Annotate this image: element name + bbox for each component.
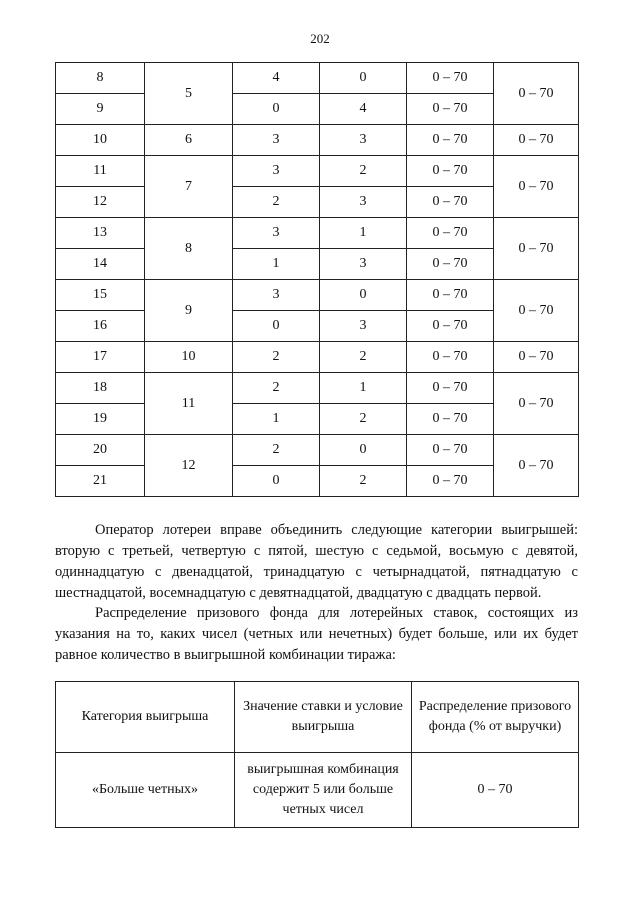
cell-value-b: 2: [320, 404, 407, 435]
cell-range: 0 – 70: [407, 94, 494, 125]
cell-total: 0 – 70: [494, 125, 579, 156]
cell-range: 0 – 70: [407, 125, 494, 156]
cell-distribution: 0 – 70: [412, 753, 579, 828]
cell-value-b: 1: [320, 373, 407, 404]
cell-total: 0 – 70: [494, 156, 579, 218]
cell-condition: выигрышная комбинация содержит 5 или больше четных чисел: [235, 753, 412, 828]
cell-value-b: 2: [320, 156, 407, 187]
cell-group: 9: [145, 280, 233, 342]
cell-number: 8: [56, 63, 145, 94]
paragraph-prize-text: Распределение призового фонда для лотерейных ставок, состоящих из указания на то, каких чисел (четных или нечетных) будет больше, или их будет равное количество в выигрышной комбинации тиража:: [55, 605, 578, 663]
cell-value-b: 1: [320, 218, 407, 249]
cell-value-a: 3: [233, 125, 320, 156]
cell-range: 0 – 70: [407, 63, 494, 94]
cell-range: 0 – 70: [407, 218, 494, 249]
cell-value-a: 2: [233, 187, 320, 218]
cell-group: 5: [145, 63, 233, 125]
cell-value-b: 4: [320, 94, 407, 125]
cell-value-b: 0: [320, 63, 407, 94]
table-row: [56, 342, 579, 373]
cell-number: 19: [56, 404, 145, 435]
table-row: [56, 125, 579, 156]
cell-group: 12: [145, 435, 233, 497]
paragraph-prize-distribution: [55, 603, 578, 666]
cell-range: 0 – 70: [407, 404, 494, 435]
cell-total: 0 – 70: [494, 218, 579, 280]
cell-total: 0 – 70: [494, 342, 579, 373]
table-row: [56, 373, 579, 404]
table-row: [56, 280, 579, 311]
cell-total: 0 – 70: [494, 435, 579, 497]
cell-group: 10: [145, 342, 233, 373]
cell-value-a: 2: [233, 342, 320, 373]
cell-value-a: 1: [233, 249, 320, 280]
cell-number: 13: [56, 218, 145, 249]
cell-number: 18: [56, 373, 145, 404]
paragraph-merge-text: Оператор лотереи вправе объединить следующие категории выигрышей: вторую с третьей, четвертую с пятой, шестую с седьмой, восьмую с девятой, одиннадцатую с двенадцатой, тринадцатую с четырнадцатой, пятнадцатую с шестнадцатой, восемнадцатую с девятнадцатой, двадцатую с двадцать первой.: [55, 522, 578, 601]
cell-range: 0 – 70: [407, 342, 494, 373]
cell-number: 11: [56, 156, 145, 187]
cell-range: 0 – 70: [407, 466, 494, 497]
table-row: [56, 156, 579, 187]
cell-value-a: 2: [233, 373, 320, 404]
cell-value-b: 3: [320, 187, 407, 218]
cell-number: 9: [56, 94, 145, 125]
cell-value-b: 2: [320, 342, 407, 373]
cell-total: 0 – 70: [494, 63, 579, 125]
paragraph-merge-categories: [55, 520, 578, 604]
cell-group: 11: [145, 373, 233, 435]
cell-value-a: 3: [233, 218, 320, 249]
prize-distribution-table: [55, 681, 579, 828]
winning-categories-table: [55, 62, 579, 497]
cell-value-a: 3: [233, 280, 320, 311]
cell-number: 20: [56, 435, 145, 466]
cell-value-a: 0: [233, 466, 320, 497]
header-distribution: Распределение призового фонда (% от выручки): [412, 682, 579, 753]
cell-number: 12: [56, 187, 145, 218]
table-row: [56, 218, 579, 249]
cell-total: 0 – 70: [494, 280, 579, 342]
cell-value-b: 3: [320, 249, 407, 280]
cell-number: 16: [56, 311, 145, 342]
cell-group: 7: [145, 156, 233, 218]
cell-range: 0 – 70: [407, 187, 494, 218]
header-category: Категория выигрыша: [56, 682, 235, 753]
cell-value-a: 0: [233, 311, 320, 342]
cell-range: 0 – 70: [407, 249, 494, 280]
cell-value-a: 2: [233, 435, 320, 466]
cell-number: 14: [56, 249, 145, 280]
cell-value-b: 3: [320, 311, 407, 342]
cell-range: 0 – 70: [407, 311, 494, 342]
cell-number: 15: [56, 280, 145, 311]
prize-table-row: [56, 753, 579, 828]
table-row: [56, 63, 579, 94]
cell-range: 0 – 70: [407, 280, 494, 311]
cell-group: 6: [145, 125, 233, 156]
header-bet-value: Значение ставки и условие выигрыша: [235, 682, 412, 753]
cell-value-a: 0: [233, 94, 320, 125]
cell-range: 0 – 70: [407, 435, 494, 466]
cell-range: 0 – 70: [407, 373, 494, 404]
table-row: [56, 435, 579, 466]
cell-value-a: 3: [233, 156, 320, 187]
cell-value-b: 2: [320, 466, 407, 497]
prize-table-header-row: [56, 682, 579, 753]
cell-total: 0 – 70: [494, 373, 579, 435]
cell-value-b: 3: [320, 125, 407, 156]
cell-category: «Больше четных»: [56, 753, 235, 828]
page-number: 202: [310, 31, 330, 46]
cell-number: 17: [56, 342, 145, 373]
cell-value-b: 0: [320, 280, 407, 311]
cell-value-a: 4: [233, 63, 320, 94]
cell-number: 21: [56, 466, 145, 497]
cell-number: 10: [56, 125, 145, 156]
cell-group: 8: [145, 218, 233, 280]
cell-range: 0 – 70: [407, 156, 494, 187]
cell-value-b: 0: [320, 435, 407, 466]
cell-value-a: 1: [233, 404, 320, 435]
